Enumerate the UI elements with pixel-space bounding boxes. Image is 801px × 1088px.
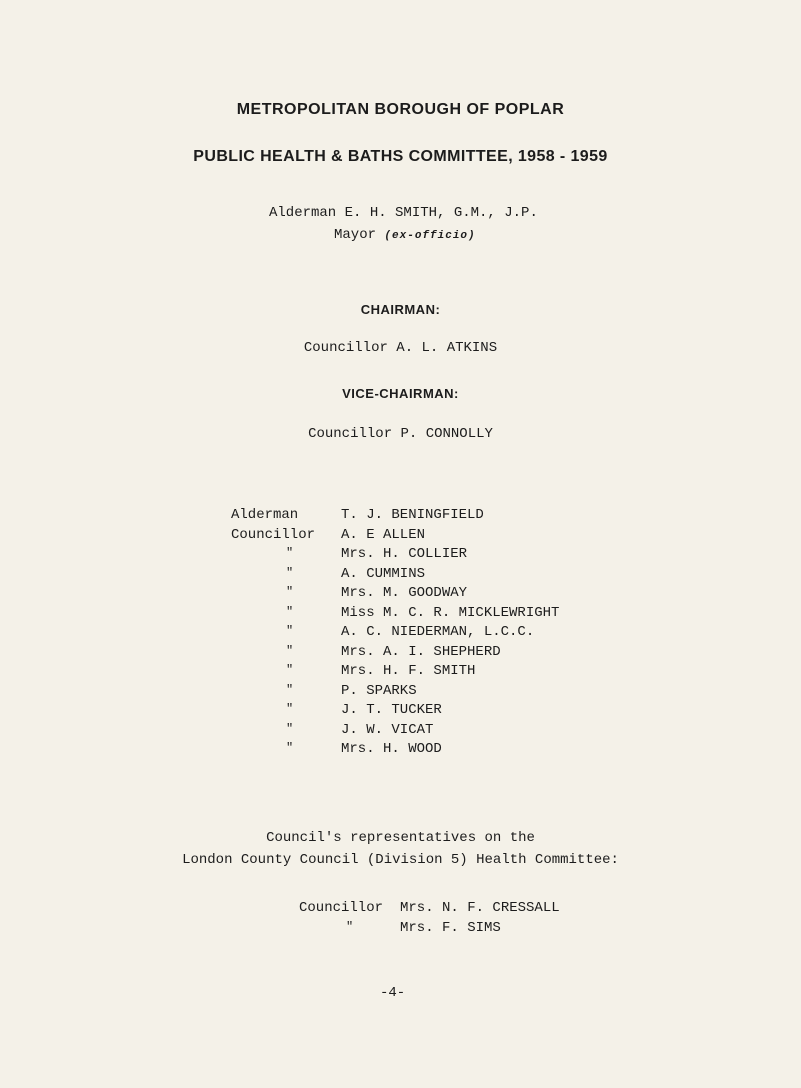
member-name: A. C. NIEDERMAN, L.C.C. (341, 624, 535, 640)
ditto-mark: " (286, 585, 294, 599)
representatives-intro-line2: London County Council (Division 5) Health Committee: (182, 852, 619, 868)
member-name: T. J. BENINGFIELD (341, 507, 484, 523)
ditto-mark: " (286, 624, 294, 638)
member-name: Mrs. H. COLLIER (341, 546, 468, 562)
ditto-mark: " (286, 682, 294, 697)
ditto-mark: " (346, 919, 354, 934)
ditto-mark: " (286, 702, 294, 716)
ditto-mark: " (286, 604, 294, 619)
mayor-role: Mayor (334, 227, 377, 243)
borough-title: METROPOLITAN BOROUGH OF POPLAR (236, 101, 565, 118)
member-name: Mrs. A. I. SHEPHERD (341, 643, 501, 660)
member-name: Mrs. H. F. SMITH (341, 663, 476, 679)
representative-name: Mrs. F. SIMS (400, 919, 501, 936)
page-number: -4- (380, 985, 406, 1001)
representative-title: Councillor (299, 900, 384, 916)
vice-chairman-name: Councillor P. CONNOLLY (308, 426, 493, 442)
member-name: J. W. VICAT (341, 721, 434, 738)
member-name: Miss M. C. R. MICKLEWRIGHT (341, 604, 560, 621)
member-name: P. SPARKS (341, 682, 417, 699)
ditto-mark: " (286, 546, 294, 560)
member-name: A. CUMMINS (341, 565, 426, 582)
member-title: Alderman (231, 507, 299, 523)
member-name: A. E ALLEN (341, 526, 426, 543)
member-name: J. T. TUCKER (341, 702, 442, 718)
ditto-mark: " (286, 565, 294, 580)
member-name: Mrs. M. GOODWAY (341, 585, 468, 601)
representatives-intro-line1: Council's representatives on the (266, 830, 535, 846)
ditto-mark: " (286, 741, 294, 755)
ditto-mark: " (286, 721, 294, 736)
mayor-name: Alderman E. H. SMITH, G.M., J.P. (269, 205, 538, 221)
ditto-mark: " (286, 643, 294, 658)
chairman-name: Councillor A. L. ATKINS (303, 340, 498, 356)
vice-chairman-heading: VICE-CHAIRMAN: (342, 386, 459, 401)
mayor-role-line (334, 227, 476, 243)
member-title: Councillor (231, 526, 316, 543)
ditto-mark: " (286, 663, 294, 677)
member-name: Mrs. H. WOOD (341, 741, 442, 757)
chairman-heading: CHAIRMAN: (360, 302, 441, 317)
committee-title: PUBLIC HEALTH & BATHS COMMITTEE, 1958 - 1959 (193, 148, 608, 165)
mayor-role-note: (ex-officio) (384, 230, 476, 242)
representative-name: Mrs. N. F. CRESSALL (400, 900, 560, 916)
